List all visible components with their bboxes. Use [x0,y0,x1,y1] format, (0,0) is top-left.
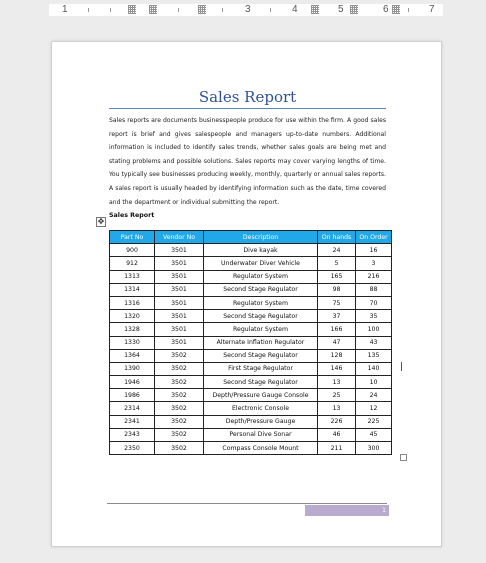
cell-vendor-no[interactable]: 3501 [155,257,204,270]
header-description[interactable]: Description [204,231,318,244]
cell-vendor-no[interactable]: 3502 [155,389,204,402]
table-row [110,362,392,375]
footer-page-number: 1 [382,507,386,514]
horizontal-ruler[interactable] [0,0,486,20]
cell-part-no[interactable]: 1986 [110,389,155,402]
cell-description[interactable]: Second Stage Regulator [204,310,318,323]
cell-vendor-no[interactable]: 3501 [155,310,204,323]
cell-on-order[interactable]: 43 [356,336,392,349]
cell-on-hands[interactable]: 166 [318,323,356,336]
cell-description[interactable]: Electronic Console [204,402,318,415]
cell-description[interactable]: Personal Dive Sonar [204,428,318,441]
cell-vendor-no[interactable]: 3502 [155,349,204,362]
cell-on-order[interactable]: 70 [356,296,392,309]
cell-on-hands[interactable]: 24 [318,244,356,257]
cell-description[interactable]: Dive kayak [204,244,318,257]
ruler-number: 6 [383,4,389,15]
cell-description[interactable]: Depth/Pressure Gauge Console [204,389,318,402]
cell-vendor-no[interactable]: 3502 [155,415,204,428]
cell-on-order[interactable]: 45 [356,428,392,441]
sales-table[interactable] [109,230,392,455]
cell-on-order[interactable]: 135 [356,349,392,362]
ruler-number: 7 [429,4,435,15]
table-caption[interactable]: Sales Report [109,212,155,219]
page-title[interactable]: Sales Report [198,88,297,106]
cell-on-hands[interactable]: 47 [318,336,356,349]
header-vendor-no[interactable]: Vendor No [155,231,204,244]
column-marker-icon[interactable] [149,5,157,14]
table-row [110,270,392,283]
footer-rule [107,503,387,504]
cell-part-no[interactable]: 2350 [110,442,155,455]
cell-description[interactable]: Regulator System [204,270,318,283]
cell-vendor-no[interactable]: 3502 [155,376,204,389]
ruler-tick [222,8,223,12]
cell-on-hands[interactable]: 75 [318,296,356,309]
cell-on-order[interactable]: 10 [356,376,392,389]
table-row [110,336,392,349]
table-row [110,296,392,309]
table-resize-handle-icon[interactable] [400,454,407,461]
cell-part-no[interactable]: 1390 [110,362,155,375]
cell-description[interactable]: Second Stage Regulator [204,283,318,296]
column-marker-icon[interactable] [311,5,319,14]
table-row [110,257,392,270]
cell-vendor-no[interactable]: 3501 [155,244,204,257]
cell-on-hands[interactable]: 13 [318,376,356,389]
column-marker-icon[interactable] [350,5,358,14]
cell-description[interactable]: First Stage Regulator [204,362,318,375]
ruler-tick [178,8,179,12]
cell-description[interactable]: Underwater Diver Vehicle [204,257,318,270]
ruler-number: 3 [245,4,251,15]
cell-description[interactable]: Regulator System [204,296,318,309]
ruler-tick [110,8,111,12]
cell-part-no[interactable]: 1320 [110,310,155,323]
cell-on-order[interactable]: 225 [356,415,392,428]
cell-on-order[interactable]: 100 [356,323,392,336]
cell-vendor-no[interactable]: 3501 [155,283,204,296]
cell-part-no[interactable]: 2314 [110,402,155,415]
cell-on-order[interactable]: 16 [356,244,392,257]
header-on-order[interactable]: On Order [356,231,392,244]
cell-on-hands[interactable]: 226 [318,415,356,428]
cell-on-hands[interactable]: 46 [318,428,356,441]
cell-part-no[interactable]: 900 [110,244,155,257]
cell-vendor-no[interactable]: 3502 [155,428,204,441]
cell-description[interactable]: Alternate Inflation Regulator [204,336,318,349]
table-row [110,283,392,296]
ruler-tick [88,8,89,12]
cell-description[interactable]: Compass Console Mount [204,442,318,455]
cell-part-no[interactable]: 1364 [110,349,155,362]
cell-description[interactable]: Second Stage Regulator [204,376,318,389]
ruler-tick [270,8,271,12]
column-marker-icon[interactable] [128,5,136,14]
table-row [110,402,392,415]
table-row [110,323,392,336]
cell-on-order[interactable]: 216 [356,270,392,283]
cell-part-no[interactable]: 1328 [110,323,155,336]
cell-on-order[interactable]: 12 [356,402,392,415]
cell-on-hands[interactable]: 165 [318,270,356,283]
column-marker-icon[interactable] [198,5,206,14]
table-move-handle-icon[interactable]: ✥ [97,217,105,226]
cell-on-hands[interactable]: 13 [318,402,356,415]
table-row [110,428,392,441]
intro-paragraph[interactable]: Sales reports are documents businesspeople produce for use within the firm. A good sales report is brief and gives salespeople and managers up-to-date numbers. Additional information is included to identify sales trends, whether sales goals are being met and stating problems and possible solutions. Sales reports may cover varying lengths of time. You typically see businesses producing weekly, monthly, quarterly or annual sales reports. A sales report is usually headed by identifying information such as the date, time covered and the department or individual submitting the report. [109,117,386,206]
cell-on-order[interactable]: 24 [356,389,392,402]
table-row [110,376,392,389]
column-marker-icon[interactable] [392,5,400,14]
table-header-row [110,231,392,244]
cell-part-no[interactable]: 1314 [110,283,155,296]
table-row [110,310,392,323]
ruler-number: 1 [62,4,68,15]
cell-on-order[interactable]: 88 [356,283,392,296]
cell-part-no[interactable]: 2343 [110,428,155,441]
ruler-tick [408,8,409,12]
cell-description[interactable]: Depth/Pressure Gauge [204,415,318,428]
table-row [110,415,392,428]
cell-on-hands[interactable]: 98 [318,283,356,296]
cell-on-hands[interactable]: 211 [318,442,356,455]
cell-part-no[interactable]: 912 [110,257,155,270]
cell-description[interactable]: Regulator System [204,323,318,336]
cell-part-no[interactable]: 2341 [110,415,155,428]
cell-part-no[interactable]: 1946 [110,376,155,389]
cell-on-hands[interactable]: 128 [318,349,356,362]
table-row [110,389,392,402]
document-page[interactable] [51,41,442,547]
header-part-no[interactable]: Part No [110,231,155,244]
cell-part-no[interactable]: 1313 [110,270,155,283]
table-row [110,349,392,362]
header-on-hands[interactable]: On hands [318,231,356,244]
cell-on-hands[interactable]: 37 [318,310,356,323]
cell-on-hands[interactable]: 5 [318,257,356,270]
footer-page-bar [305,505,389,516]
cell-part-no[interactable]: 1316 [110,296,155,309]
cell-on-hands[interactable]: 25 [318,389,356,402]
ruler-number: 5 [338,4,344,15]
cell-on-order[interactable]: 3 [356,257,392,270]
table-body [110,244,392,455]
table-row [110,442,392,455]
cell-vendor-no[interactable]: 3502 [155,442,204,455]
cell-vendor-no[interactable]: 3501 [155,323,204,336]
cell-on-order[interactable]: 35 [356,310,392,323]
title-underline [109,108,386,109]
cell-on-hands[interactable]: 146 [318,362,356,375]
cell-vendor-no[interactable]: 3501 [155,336,204,349]
cell-vendor-no[interactable]: 3502 [155,362,204,375]
cell-part-no[interactable]: 1330 [110,336,155,349]
cell-vendor-no[interactable]: 3501 [155,270,204,283]
cell-description[interactable]: Second Stage Regulator [204,349,318,362]
table-row [110,244,392,257]
text-cursor [401,362,402,371]
cell-vendor-no[interactable]: 3502 [155,402,204,415]
cell-on-order[interactable]: 300 [356,442,392,455]
cell-vendor-no[interactable]: 3501 [155,296,204,309]
cell-on-order[interactable]: 140 [356,362,392,375]
ruler-number: 4 [292,4,298,15]
